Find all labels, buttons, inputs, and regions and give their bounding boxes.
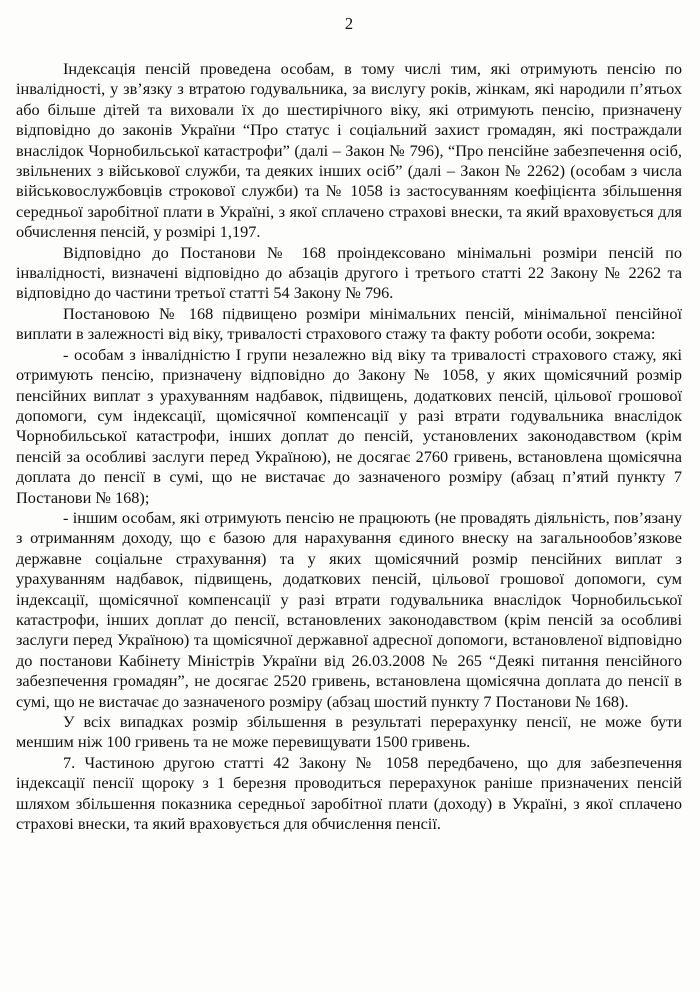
paragraph-other-persons: - іншим особам, які отримують пенсію не працюють (не провадять діяльність, пов’язану з отриманням доходу, що є базою для нарахування єдиного внеску на загальнообов’язкове державне соціальне страхування) та у яких щомісячний розмір пенсійних виплат з урахуванням надбавок, підвищень, додаткових пенсій, цільової грошової допомоги, сум індексації, щомісячної компенсації у разі втрати годувальника внаслідок Чорнобильської катастрофи, інших доплат до пенсії, встановлених законодавством (крім пенсій за особливі заслуги перед Україною) та щомісячної державної адресної допомоги, встановленої відповідно до постанови Кабінету Міністрів України від 26.03.2008 № 265 “Деякі питання пенсійного забезпечення громадян”, не досягає 2520 гривень, встановлена щомісячна доплата до пенсії в сумі, що не вистачає до зазначеного розміру (абзац шостий пункту 7 Постанови № 168). [16,507,682,711]
paragraph-group-1-disability: - особам з інвалідністю І групи незалежно від віку та тривалості страхового стажу, які отримують пенсію, призначену відповідно до Закону № 1058, у яких щомісячний розмір пенсійних виплат з урахуванням надбавок, підвищень, додаткових пенсій, цільової грошової допомоги, сум індексації, щомісячної компенсації у разі втрати годувальника внаслідок Чорнобильської катастрофи, інших доплат до пенсій, установлених законодавством (крім пенсій за особливі заслуги перед Україною), не досягає 2760 гривень, встановлена щомісячна доплата до пенсії в сумі, що не вистачає до зазначеного розміру (абзац п’ятий пункту 7 Постанови № 168); [16,344,682,507]
paragraph-increase-limits: У всіх випадках розмір збільшення в результаті перерахунку пенсії, не може бути меншим ніж 100 гривень та не може перевищувати 1500 гривень. [16,712,682,752]
paragraph-item-7: 7. Частиною другою статті 42 Закону № 1058 передбачено, що для забезпечення індексації пенсії щороку з 1 березня проводиться перерахунок раніше призначених пенсій шляхом збільшення показника середньої заробітної плати (доходу) в Україні, з якої сплачено страхові внески, та який враховується для обчислення пенсії. [16,752,682,834]
paragraph-resolution-168-increase: Постановою № 168 підвищено розміри мінімальних пенсій, мінімальної пенсійної виплати в залежності від віку, тривалості страхового стажу та факту роботи особи, зокрема: [16,303,682,344]
paragraph-indexation: Індексація пенсій проведена особам, в тому числі тим, які отримують пенсію по інвалідності, у зв’язку з втратою годувальника, за вислугу років, жінкам, які народили п’ятьох або більше дітей та виховали їх до шестирічного віку, які отримують пенсію, призначену відповідно до законів України “Про статус і соціальний захист громадян, які постраждали внаслідок Чорнобильської катастрофи” (далі – Закон № 796), “Про пенсійне забезпечення осіб, звільнених з військової служби, та деяких інших осіб” (далі – Закон № 2262) (особам з числа військовослужбовців строкової служби) та № 1058 із застосуванням коефіцієнта збільшення середньої заробітної плати в Україні, з якої сплачено страхові внески, та який враховується для обчислення пенсій, у розмірі 1,197. [16,59,682,242]
page-number: 2 [344,14,354,33]
paragraph-resolution-168-minimum-disability: Відповідно до Постанови № 168 проіндексовано мінімальні розміри пенсій по інвалідності, визначені відповідно до абзаців другого і третього статті 22 Закону № 2262 та відповідно до частини третьої статті 54 Закону № 796. [16,242,682,303]
